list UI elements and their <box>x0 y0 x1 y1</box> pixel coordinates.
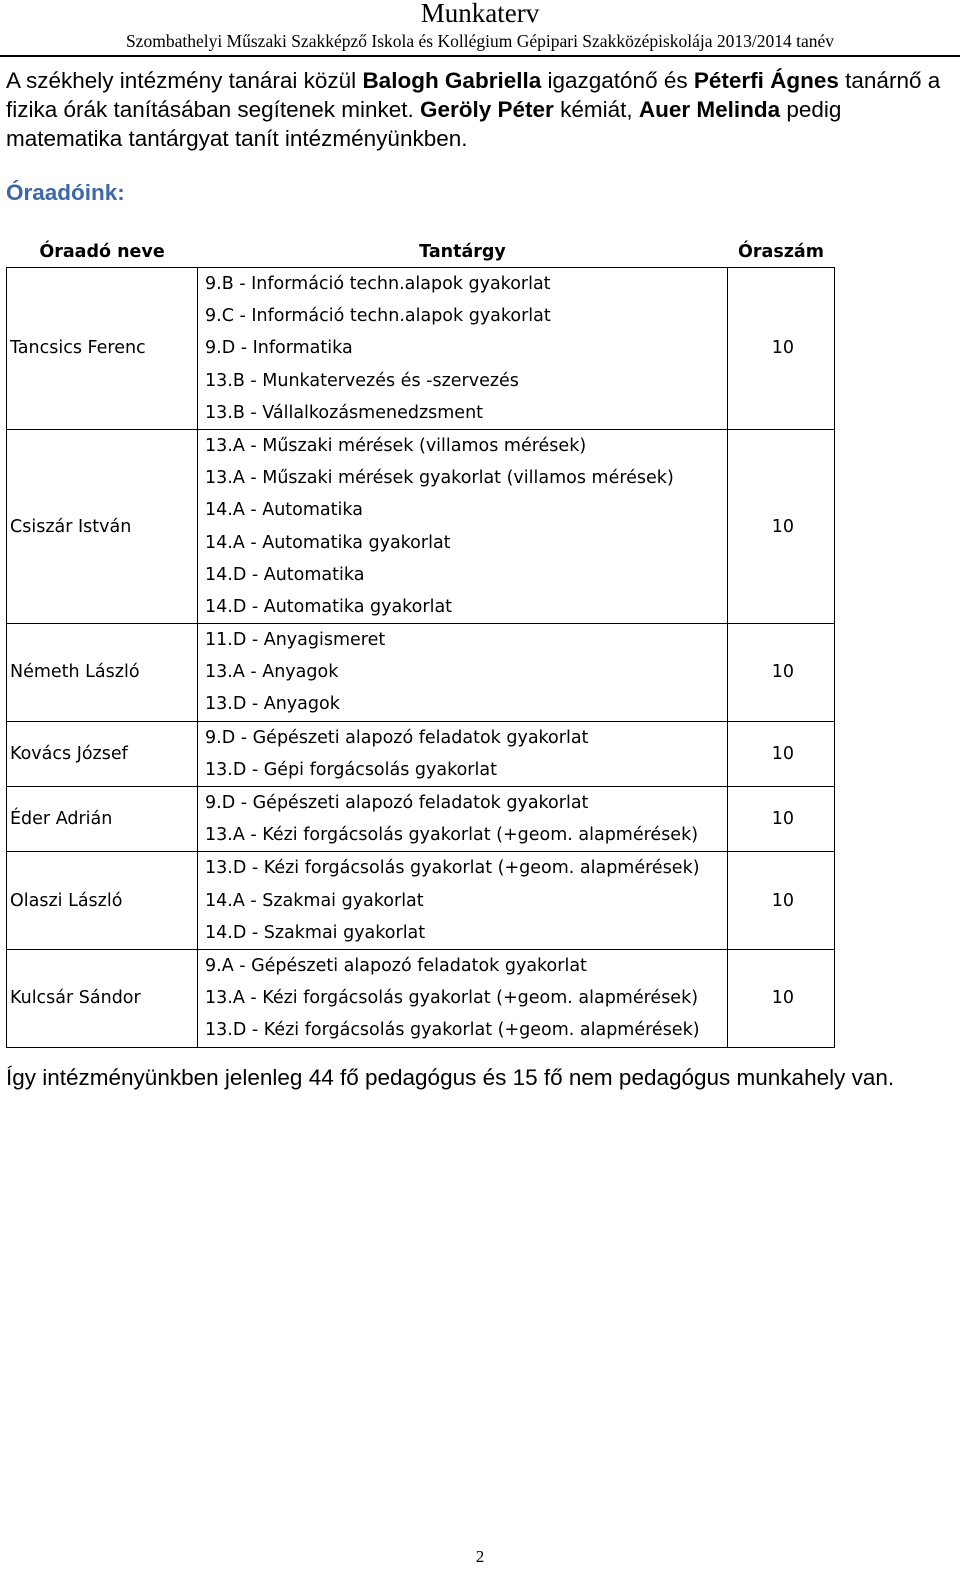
hours-cell: 10 <box>728 429 835 623</box>
subject-line: 9.D - Gépészeti alapozó feladatok gyakorlat <box>205 793 589 813</box>
subject-line: 14.D - Automatika <box>205 564 365 585</box>
subjects-cell <box>198 852 728 950</box>
subject-line: 13.A - Műszaki mérések (villamos mérések) <box>205 435 587 456</box>
subjects-cell <box>198 429 728 623</box>
subject-line: 14.A - Szakmai gyakorlat <box>205 890 424 911</box>
subjects-cell <box>198 721 728 786</box>
subject-line: 13.D - Anyagok <box>205 694 340 715</box>
subject-line: 9.A - Gépészeti alapozó feladatok gyakorlat <box>205 955 587 976</box>
teachers-table <box>6 236 835 1048</box>
intro-paragraph <box>6 66 956 153</box>
table-header-row <box>7 236 835 268</box>
teacher-name-cell: Tancsics Ferenc <box>7 268 198 430</box>
table-row <box>7 429 835 623</box>
hours-cell: 10 <box>728 268 835 430</box>
table-row <box>7 721 835 786</box>
subjects-cell <box>198 949 728 1047</box>
subjects-cell <box>198 624 728 722</box>
subjects-cell <box>198 787 728 852</box>
teacher-name-cell: Csiszár István <box>7 429 198 623</box>
hours-cell: 10 <box>728 852 835 950</box>
intro-text: A székhely intézmény tanárai közül <box>6 68 363 93</box>
subject-line: 9.B - Információ techn.alapok gyakorlat <box>205 274 551 294</box>
document-title: Munkaterv <box>420 0 540 28</box>
teacher-name: Geröly Péter <box>419 97 554 122</box>
teacher-name-cell: Éder Adrián <box>7 787 198 852</box>
intro-text: kémiát, <box>553 97 639 122</box>
intro-text: igazgatónő és <box>541 68 694 93</box>
table-row <box>7 949 835 1047</box>
teacher-name-cell: Kovács József <box>7 721 198 786</box>
hours-cell: 10 <box>728 949 835 1047</box>
page-number: 2 <box>475 1547 485 1566</box>
closing-paragraph: Így intézményünkben jelenleg 44 fő pedagógus és 15 fő nem pedagógus munkahely van. <box>6 1065 895 1090</box>
column-header-name: Óraadó neve <box>39 241 165 262</box>
hours-cell: 10 <box>728 624 835 722</box>
subject-line: 13.A - Kézi forgácsolás gyakorlat (+geom. alapmérések) <box>205 988 699 1009</box>
intro-text: pedig matematika tantárgyat tanít intézményünkben. <box>6 97 842 151</box>
hours-cell: 10 <box>728 721 835 786</box>
section-heading: Óraadóink: <box>6 180 125 205</box>
table-body <box>7 268 835 1048</box>
subject-line: 13.D - Gépi forgácsolás gyakorlat <box>205 759 497 780</box>
subject-line: 14.D - Automatika gyakorlat <box>205 596 453 617</box>
subject-line: 14.D - Szakmai gyakorlat <box>205 922 426 943</box>
header-divider <box>0 55 960 57</box>
subject-line: 13.D - Kézi forgácsolás gyakorlat (+geom. alapmérések) <box>205 1020 700 1041</box>
subjects-cell <box>198 268 728 430</box>
teacher-name: Auer Melinda <box>638 97 781 122</box>
subject-line: 13.B - Vállalkozásmenedzsment <box>205 402 484 423</box>
subject-line: 14.A - Automatika <box>205 500 363 521</box>
subject-line: 9.C - Információ techn.alapok gyakorlat <box>205 306 551 327</box>
subject-line: 9.D - Informatika <box>205 338 353 359</box>
column-header-subject: Tantárgy <box>419 241 506 262</box>
subject-line: 13.B - Munkatervezés és -szervezés <box>205 370 519 391</box>
teacher-name: Balogh Gabriella <box>362 68 542 93</box>
hours-cell: 10 <box>728 787 835 852</box>
teacher-name-cell: Kulcsár Sándor <box>7 949 198 1047</box>
table-row <box>7 268 835 430</box>
subject-line: 13.A - Kézi forgácsolás gyakorlat (+geom. alapmérések) <box>205 825 699 846</box>
table-row <box>7 852 835 950</box>
subject-line: 13.A - Anyagok <box>205 662 339 683</box>
document-subtitle: Szombathelyi Műszaki Szakképző Iskola és Kollégium Gépipari Szakközépiskolája 2013/2014 tanév <box>125 31 835 51</box>
subject-line: 14.A - Automatika gyakorlat <box>205 532 451 553</box>
teacher-name-cell: Németh László <box>7 624 198 722</box>
subject-line: 13.A - Műszaki mérések gyakorlat (villamos mérések) <box>205 468 674 489</box>
table-row <box>7 787 835 852</box>
subject-line: 9.D - Gépészeti alapozó feladatok gyakorlat <box>205 727 589 748</box>
subject-line: 13.D - Kézi forgácsolás gyakorlat (+geom. alapmérések) <box>205 858 700 879</box>
teacher-name-cell: Olaszi László <box>7 852 198 950</box>
intro-text: tanárnő a fizika órák tanításában segítenek minket. <box>6 68 941 122</box>
column-header-hours: Óraszám <box>738 241 824 262</box>
subject-line: 11.D - Anyagismeret <box>205 630 386 651</box>
table-row <box>7 624 835 722</box>
teacher-name: Péterfi Ágnes <box>693 68 839 93</box>
